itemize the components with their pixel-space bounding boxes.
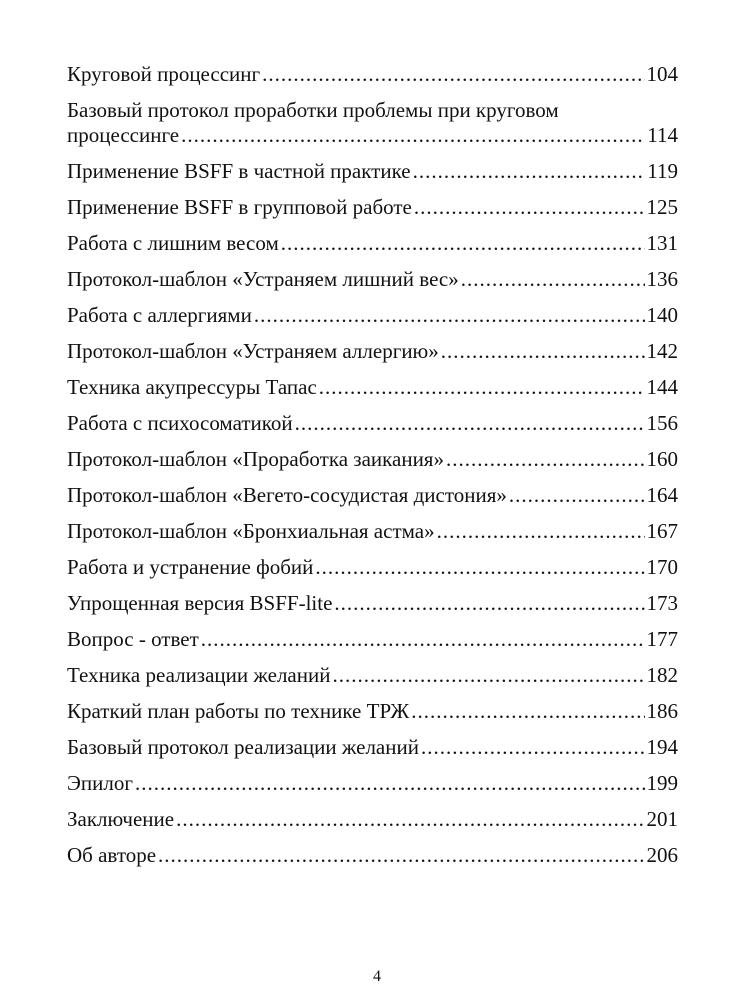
toc-leader-dots [421,735,645,760]
toc-page-number: 186 [646,699,678,723]
toc-entry-basic-protocol-circular[interactable] [67,98,678,148]
toc-page-number: 114 [647,123,678,147]
toc-page-number: 142 [646,339,678,363]
toc-page-number: 201 [646,807,678,831]
table-of-contents [67,62,678,879]
toc-entry-dystonia-template[interactable] [67,483,678,508]
toc-line [67,303,678,328]
toc-leader-dots [315,555,644,580]
toc-title: Вопрос - ответ [67,627,199,651]
toc-entry-tapas-acupressure[interactable] [67,375,678,400]
toc-title: Заключение [67,807,175,831]
toc-entry-bsff-group-work[interactable] [67,195,678,220]
toc-page-number: 167 [646,519,678,543]
toc-entry-psychosomatics[interactable] [67,411,678,436]
toc-page-number: 125 [646,195,678,219]
toc-leader-dots [201,627,645,652]
toc-line [67,735,678,760]
toc-title: Протокол-шаблон «Устраняем лишний вес» [67,267,459,291]
toc-page-number: 170 [646,555,678,579]
toc-line [67,62,678,87]
toc-leader-dots [181,123,645,148]
toc-entry-bsff-lite[interactable] [67,591,678,616]
toc-line [67,231,678,256]
toc-entry-epilogue[interactable] [67,771,678,796]
toc-entry-qa[interactable] [67,627,678,652]
toc-leader-dots [334,591,644,616]
toc-line [67,411,678,436]
toc-page-number: 199 [646,771,678,795]
toc-line [67,807,678,832]
toc-leader-dots [176,807,644,832]
toc-line [67,843,678,868]
toc-title: Краткий план работы по технике ТРЖ [67,699,410,723]
toc-leader-dots [295,411,645,436]
toc-page-number: 182 [646,663,678,687]
toc-title: Работа с аллергиями [67,303,252,327]
toc-entry-wish-protocol[interactable] [67,735,678,760]
toc-leader-dots [135,771,645,796]
toc-title-first-line: Базовый протокол проработки проблемы при круговом [67,98,559,122]
toc-entry-phobias[interactable] [67,555,678,580]
toc-title: Протокол-шаблон «Устраняем аллергию» [67,339,439,363]
toc-line [67,123,678,148]
page-number: 4 [373,968,381,985]
toc-line [67,663,678,688]
toc-leader-dots [262,62,644,87]
toc-leader-dots [254,303,645,328]
toc-leader-dots [411,699,644,724]
toc-page-number: 119 [647,159,678,183]
toc-line [67,195,678,220]
toc-title: Круговой процессинг [67,62,261,86]
toc-title: Эпилог [67,771,133,795]
toc-entry-about-author[interactable] [67,843,678,868]
toc-entry-wish-technique[interactable] [67,663,678,688]
toc-page-number: 156 [646,411,678,435]
toc-entry-allergy-template[interactable] [67,339,678,364]
toc-entry-trzh-plan[interactable] [67,699,678,724]
toc-leader-dots [332,663,644,688]
toc-page-number: 206 [646,843,678,867]
toc-entry-bsff-private-practice[interactable] [67,159,678,184]
toc-line [67,519,678,544]
toc-line [67,339,678,364]
toc-line [67,447,678,472]
toc-title: Техника акупрессуры Тапас [67,375,317,399]
toc-page-number: 131 [646,231,678,255]
toc-title: Работа с психосоматикой [67,411,293,435]
toc-entry-conclusion[interactable] [67,807,678,832]
toc-title: Работа с лишним весом [67,231,279,255]
toc-line [67,555,678,580]
toc-entry-circular-processing[interactable] [67,62,678,87]
toc-leader-dots [158,843,644,868]
toc-leader-dots [281,231,645,256]
toc-line [67,375,678,400]
toc-line [67,591,678,616]
toc-line [67,771,678,796]
toc-page-number: 164 [646,483,678,507]
toc-leader-dots [461,267,645,292]
toc-entry-weight-template[interactable] [67,267,678,292]
toc-title: Протокол-шаблон «Проработка заикания» [67,447,444,471]
toc-page-number: 104 [646,62,678,86]
toc-leader-dots [441,339,645,364]
toc-title: Упрощенная версия BSFF-lite [67,591,333,615]
toc-title: процессинге [67,123,180,147]
toc-page-number: 136 [646,267,678,291]
toc-leader-dots [413,159,646,184]
toc-line [67,483,678,508]
toc-entry-excess-weight[interactable] [67,231,678,256]
toc-entry-stuttering-template[interactable] [67,447,678,472]
toc-entry-allergies[interactable] [67,303,678,328]
toc-title: Протокол-шаблон «Вегето-сосудистая дистония» [67,483,507,507]
toc-leader-dots [446,447,645,472]
toc-leader-dots [414,195,645,220]
toc-page-number: 144 [646,375,678,399]
toc-title: Применение BSFF в групповой работе [67,195,412,219]
toc-page-number: 140 [646,303,678,327]
toc-title: Работа и устранение фобий [67,555,314,579]
toc-leader-dots [319,375,645,400]
toc-page-number: 177 [646,627,678,651]
toc-line [67,159,678,184]
toc-line [67,627,678,652]
toc-entry-asthma-template[interactable] [67,519,678,544]
toc-title: Применение BSFF в частной практике [67,159,411,183]
toc-title: Базовый протокол реализации желаний [67,735,419,759]
toc-title: Протокол-шаблон «Бронхиальная астма» [67,519,435,543]
toc-page-number: 173 [646,591,678,615]
toc-page-number: 160 [646,447,678,471]
toc-leader-dots [437,519,645,544]
toc-title: Техника реализации желаний [67,663,331,687]
toc-page-number: 194 [646,735,678,759]
toc-title: Об авторе [67,843,157,867]
toc-line [67,699,678,724]
toc-leader-dots [509,483,645,508]
toc-line [67,267,678,292]
